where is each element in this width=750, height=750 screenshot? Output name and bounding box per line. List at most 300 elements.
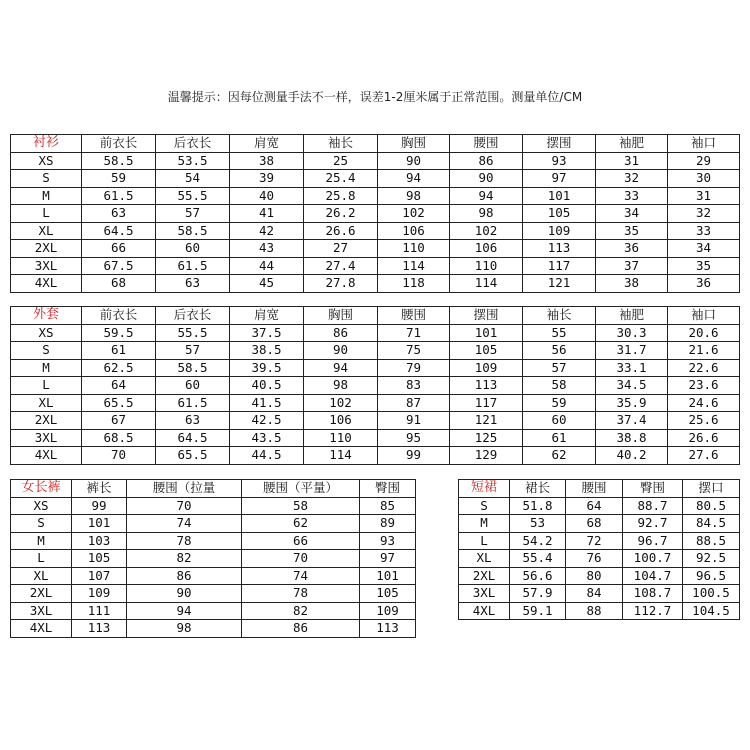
column-header: 腰围（拉量 bbox=[127, 480, 242, 498]
table-row bbox=[459, 497, 740, 515]
table-cell: 88.5 bbox=[683, 532, 740, 550]
table-cell: 57 bbox=[156, 342, 230, 360]
table-row bbox=[11, 412, 740, 430]
column-header: 臀围 bbox=[360, 480, 416, 498]
table-cell: 61.5 bbox=[82, 187, 156, 205]
table-cell: 41 bbox=[230, 205, 304, 223]
table-row bbox=[11, 447, 740, 465]
table-cell: 27.4 bbox=[304, 257, 378, 275]
table-cell: 68 bbox=[566, 515, 623, 533]
table-cell: 113 bbox=[523, 240, 596, 258]
table-cell: 111 bbox=[72, 602, 127, 620]
table-cell: 114 bbox=[450, 275, 523, 293]
table-cell: 96.5 bbox=[683, 567, 740, 585]
table-cell: 32 bbox=[596, 170, 668, 188]
table-cell: 26.2 bbox=[304, 205, 378, 223]
table-cell: 110 bbox=[304, 429, 378, 447]
table-cell: 90 bbox=[378, 152, 450, 170]
table-row bbox=[11, 257, 740, 275]
table-cell: 90 bbox=[304, 342, 378, 360]
table-row bbox=[459, 567, 740, 585]
table-cell: 61 bbox=[523, 429, 596, 447]
size-label: XL bbox=[11, 394, 82, 412]
table-cell: 55 bbox=[523, 324, 596, 342]
table-cell: 27.6 bbox=[668, 447, 740, 465]
table-cell: 42 bbox=[230, 222, 304, 240]
table-cell: 58.5 bbox=[156, 359, 230, 377]
table-row bbox=[11, 240, 740, 258]
table-cell: 91 bbox=[378, 412, 450, 430]
size-label: 4XL bbox=[11, 620, 72, 638]
table-row bbox=[11, 429, 740, 447]
table-cell: 84 bbox=[566, 585, 623, 603]
size-label: 3XL bbox=[11, 429, 82, 447]
table-cell: 58 bbox=[242, 497, 360, 515]
column-header: 胸围 bbox=[378, 135, 450, 153]
table-row bbox=[11, 152, 740, 170]
table-cell: 94 bbox=[304, 359, 378, 377]
table-cell: 56.6 bbox=[510, 567, 566, 585]
table-cell: 59.5 bbox=[82, 324, 156, 342]
size-label: M bbox=[11, 359, 82, 377]
size-label: XS bbox=[11, 497, 72, 515]
table-cell: 75 bbox=[378, 342, 450, 360]
table-cell: 45 bbox=[230, 275, 304, 293]
table-cell: 110 bbox=[450, 257, 523, 275]
table-cell: 54 bbox=[156, 170, 230, 188]
table-cell: 114 bbox=[304, 447, 378, 465]
table-cell: 82 bbox=[127, 550, 242, 568]
table-cell: 86 bbox=[450, 152, 523, 170]
table-cell: 84.5 bbox=[683, 515, 740, 533]
table-cell: 85 bbox=[360, 497, 416, 515]
table-cell: 101 bbox=[523, 187, 596, 205]
column-header: 腰围 bbox=[450, 135, 523, 153]
table-row bbox=[11, 359, 740, 377]
table-cell: 30.3 bbox=[596, 324, 668, 342]
size-label: M bbox=[11, 187, 82, 205]
column-header: 肩宽 bbox=[230, 135, 304, 153]
table-cell: 70 bbox=[82, 447, 156, 465]
table-cell: 117 bbox=[523, 257, 596, 275]
table-cell: 98 bbox=[127, 620, 242, 638]
table-cell: 21.6 bbox=[668, 342, 740, 360]
table-cell: 112.7 bbox=[623, 602, 683, 620]
shirt-size-table bbox=[10, 134, 740, 293]
measurement-note: 温馨提示：因每位测量手法不一样，误差1-2厘米属于正常范围。测量单位/CM bbox=[167, 90, 583, 104]
table-cell: 31 bbox=[668, 187, 740, 205]
table-cell: 25.8 bbox=[304, 187, 378, 205]
table-cell: 25.4 bbox=[304, 170, 378, 188]
table-cell: 63 bbox=[82, 205, 156, 223]
table-cell: 113 bbox=[450, 377, 523, 395]
table-cell: 80.5 bbox=[683, 497, 740, 515]
table-cell: 88.7 bbox=[623, 497, 683, 515]
table-cell: 64 bbox=[82, 377, 156, 395]
table-cell: 38 bbox=[596, 275, 668, 293]
table-cell: 36 bbox=[668, 275, 740, 293]
column-header: 腰围 bbox=[378, 307, 450, 325]
table-row bbox=[11, 394, 740, 412]
table-cell: 40.5 bbox=[230, 377, 304, 395]
table-cell: 34 bbox=[596, 205, 668, 223]
table-cell: 44.5 bbox=[230, 447, 304, 465]
table-cell: 113 bbox=[360, 620, 416, 638]
pants-header-row bbox=[11, 480, 416, 498]
table-cell: 37 bbox=[596, 257, 668, 275]
table-cell: 94 bbox=[127, 602, 242, 620]
table-row bbox=[11, 602, 416, 620]
table-cell: 36 bbox=[596, 240, 668, 258]
table-row bbox=[11, 567, 416, 585]
table-cell: 82 bbox=[242, 602, 360, 620]
table-cell: 54.2 bbox=[510, 532, 566, 550]
column-header: 摆围 bbox=[523, 135, 596, 153]
table-cell: 27 bbox=[304, 240, 378, 258]
table-cell: 97 bbox=[523, 170, 596, 188]
table-cell: 57.9 bbox=[510, 585, 566, 603]
table-cell: 105 bbox=[450, 342, 523, 360]
size-label: XL bbox=[11, 222, 82, 240]
table-cell: 89 bbox=[360, 515, 416, 533]
table-cell: 33 bbox=[668, 222, 740, 240]
table-cell: 121 bbox=[450, 412, 523, 430]
table-cell: 64.5 bbox=[82, 222, 156, 240]
table-cell: 72 bbox=[566, 532, 623, 550]
pants-size-table bbox=[10, 479, 416, 638]
table-cell: 100.7 bbox=[623, 550, 683, 568]
table-row bbox=[11, 187, 740, 205]
table-cell: 110 bbox=[378, 240, 450, 258]
table-cell: 58.5 bbox=[82, 152, 156, 170]
column-header: 袖长 bbox=[304, 135, 378, 153]
table-cell: 93 bbox=[360, 532, 416, 550]
table-cell: 42.5 bbox=[230, 412, 304, 430]
table-cell: 94 bbox=[378, 170, 450, 188]
table-cell: 101 bbox=[72, 515, 127, 533]
size-label: L bbox=[459, 532, 510, 550]
table-cell: 35 bbox=[668, 257, 740, 275]
table-row bbox=[11, 515, 416, 533]
table-cell: 61.5 bbox=[156, 394, 230, 412]
column-header: 袖口 bbox=[668, 135, 740, 153]
jacket-table-title: 外套 bbox=[11, 307, 82, 325]
column-header: 前衣长 bbox=[82, 307, 156, 325]
size-label: 4XL bbox=[459, 602, 510, 620]
table-cell: 105 bbox=[523, 205, 596, 223]
table-cell: 41.5 bbox=[230, 394, 304, 412]
table-cell: 63 bbox=[156, 275, 230, 293]
table-cell: 102 bbox=[450, 222, 523, 240]
size-label: 2XL bbox=[11, 240, 82, 258]
size-label: 2XL bbox=[459, 567, 510, 585]
column-header: 前衣长 bbox=[82, 135, 156, 153]
table-cell: 109 bbox=[360, 602, 416, 620]
table-cell: 23.6 bbox=[668, 377, 740, 395]
table-cell: 38 bbox=[230, 152, 304, 170]
size-label: L bbox=[11, 205, 82, 223]
size-label: 2XL bbox=[11, 585, 72, 603]
table-cell: 71 bbox=[378, 324, 450, 342]
table-cell: 33 bbox=[596, 187, 668, 205]
table-cell: 74 bbox=[127, 515, 242, 533]
table-row bbox=[11, 205, 740, 223]
table-cell: 32 bbox=[668, 205, 740, 223]
table-cell: 107 bbox=[72, 567, 127, 585]
skirt-table-title: 短裙 bbox=[459, 480, 510, 498]
size-label: 3XL bbox=[11, 257, 82, 275]
table-cell: 60 bbox=[156, 377, 230, 395]
table-cell: 129 bbox=[450, 447, 523, 465]
table-cell: 26.6 bbox=[668, 429, 740, 447]
table-cell: 20.6 bbox=[668, 324, 740, 342]
table-cell: 39.5 bbox=[230, 359, 304, 377]
table-cell: 108.7 bbox=[623, 585, 683, 603]
table-cell: 61.5 bbox=[156, 257, 230, 275]
table-cell: 40 bbox=[230, 187, 304, 205]
size-label: L bbox=[11, 550, 72, 568]
table-cell: 53 bbox=[510, 515, 566, 533]
table-cell: 59 bbox=[523, 394, 596, 412]
table-cell: 67 bbox=[82, 412, 156, 430]
table-cell: 43 bbox=[230, 240, 304, 258]
skirt-header-row bbox=[459, 480, 740, 498]
size-label: XL bbox=[11, 567, 72, 585]
table-cell: 38.8 bbox=[596, 429, 668, 447]
table-cell: 79 bbox=[378, 359, 450, 377]
table-cell: 99 bbox=[72, 497, 127, 515]
table-row bbox=[459, 532, 740, 550]
size-label: 4XL bbox=[11, 447, 82, 465]
table-row bbox=[11, 585, 416, 603]
table-row bbox=[11, 497, 416, 515]
table-cell: 68 bbox=[82, 275, 156, 293]
table-cell: 65.5 bbox=[82, 394, 156, 412]
table-cell: 29 bbox=[668, 152, 740, 170]
size-label: S bbox=[11, 515, 72, 533]
table-cell: 67.5 bbox=[82, 257, 156, 275]
table-cell: 44 bbox=[230, 257, 304, 275]
table-cell: 98 bbox=[450, 205, 523, 223]
table-cell: 94 bbox=[450, 187, 523, 205]
table-cell: 100.5 bbox=[683, 585, 740, 603]
table-cell: 70 bbox=[242, 550, 360, 568]
column-header: 腰围（平量） bbox=[242, 480, 360, 498]
table-cell: 34 bbox=[668, 240, 740, 258]
table-cell: 68.5 bbox=[82, 429, 156, 447]
table-cell: 60 bbox=[156, 240, 230, 258]
size-label: XS bbox=[11, 324, 82, 342]
table-row bbox=[11, 620, 416, 638]
table-cell: 58 bbox=[523, 377, 596, 395]
table-cell: 93 bbox=[523, 152, 596, 170]
column-header: 袖长 bbox=[523, 307, 596, 325]
table-cell: 33.1 bbox=[596, 359, 668, 377]
size-label: M bbox=[459, 515, 510, 533]
shirt-table-title: 衬衫 bbox=[11, 135, 82, 153]
table-cell: 53.5 bbox=[156, 152, 230, 170]
size-label: XL bbox=[459, 550, 510, 568]
table-cell: 65.5 bbox=[156, 447, 230, 465]
table-cell: 51.8 bbox=[510, 497, 566, 515]
table-cell: 96.7 bbox=[623, 532, 683, 550]
table-cell: 57 bbox=[523, 359, 596, 377]
table-cell: 106 bbox=[450, 240, 523, 258]
column-header: 臀围 bbox=[623, 480, 683, 498]
table-cell: 66 bbox=[242, 532, 360, 550]
table-cell: 109 bbox=[523, 222, 596, 240]
table-cell: 103 bbox=[72, 532, 127, 550]
table-cell: 63 bbox=[156, 412, 230, 430]
table-cell: 95 bbox=[378, 429, 450, 447]
size-label: 3XL bbox=[11, 602, 72, 620]
table-cell: 74 bbox=[242, 567, 360, 585]
table-cell: 59.1 bbox=[510, 602, 566, 620]
size-label: S bbox=[11, 342, 82, 360]
table-cell: 87 bbox=[378, 394, 450, 412]
column-header: 袖口 bbox=[668, 307, 740, 325]
table-cell: 78 bbox=[127, 532, 242, 550]
table-cell: 30 bbox=[668, 170, 740, 188]
table-row bbox=[11, 377, 740, 395]
table-row bbox=[459, 585, 740, 603]
column-header: 摆口 bbox=[683, 480, 740, 498]
table-cell: 98 bbox=[378, 187, 450, 205]
table-cell: 25.6 bbox=[668, 412, 740, 430]
table-cell: 104.5 bbox=[683, 602, 740, 620]
size-label: 3XL bbox=[459, 585, 510, 603]
table-row bbox=[459, 550, 740, 568]
table-cell: 59 bbox=[82, 170, 156, 188]
table-cell: 86 bbox=[242, 620, 360, 638]
shirt-header-row bbox=[11, 135, 740, 153]
table-cell: 83 bbox=[378, 377, 450, 395]
table-cell: 35.9 bbox=[596, 394, 668, 412]
table-cell: 86 bbox=[127, 567, 242, 585]
table-cell: 109 bbox=[72, 585, 127, 603]
table-cell: 60 bbox=[523, 412, 596, 430]
jacket-size-table bbox=[10, 306, 740, 465]
table-cell: 70 bbox=[127, 497, 242, 515]
table-cell: 109 bbox=[450, 359, 523, 377]
column-header: 后衣长 bbox=[156, 307, 230, 325]
table-cell: 98 bbox=[304, 377, 378, 395]
pants-table-title: 女长裤 bbox=[11, 480, 72, 498]
table-cell: 88 bbox=[566, 602, 623, 620]
column-header: 腰围 bbox=[566, 480, 623, 498]
table-cell: 105 bbox=[360, 585, 416, 603]
table-cell: 105 bbox=[72, 550, 127, 568]
table-row bbox=[11, 170, 740, 188]
table-cell: 104.7 bbox=[623, 567, 683, 585]
size-label: S bbox=[11, 170, 82, 188]
table-cell: 114 bbox=[378, 257, 450, 275]
table-cell: 43.5 bbox=[230, 429, 304, 447]
table-cell: 37.4 bbox=[596, 412, 668, 430]
table-cell: 64 bbox=[566, 497, 623, 515]
table-row bbox=[11, 222, 740, 240]
table-cell: 61 bbox=[82, 342, 156, 360]
table-cell: 92.7 bbox=[623, 515, 683, 533]
column-header: 肩宽 bbox=[230, 307, 304, 325]
table-cell: 62 bbox=[523, 447, 596, 465]
table-cell: 64.5 bbox=[156, 429, 230, 447]
table-cell: 101 bbox=[450, 324, 523, 342]
column-header: 胸围 bbox=[304, 307, 378, 325]
table-cell: 62 bbox=[242, 515, 360, 533]
table-cell: 99 bbox=[378, 447, 450, 465]
table-cell: 31.7 bbox=[596, 342, 668, 360]
table-cell: 118 bbox=[378, 275, 450, 293]
table-cell: 31 bbox=[596, 152, 668, 170]
table-cell: 24.6 bbox=[668, 394, 740, 412]
jacket-header-row bbox=[11, 307, 740, 325]
column-header: 裙长 bbox=[510, 480, 566, 498]
table-cell: 92.5 bbox=[683, 550, 740, 568]
table-cell: 56 bbox=[523, 342, 596, 360]
table-cell: 121 bbox=[523, 275, 596, 293]
skirt-size-table bbox=[458, 479, 740, 620]
table-cell: 62.5 bbox=[82, 359, 156, 377]
table-cell: 38.5 bbox=[230, 342, 304, 360]
table-cell: 90 bbox=[127, 585, 242, 603]
table-cell: 57 bbox=[156, 205, 230, 223]
table-cell: 106 bbox=[304, 412, 378, 430]
size-label: S bbox=[459, 497, 510, 515]
table-cell: 40.2 bbox=[596, 447, 668, 465]
table-cell: 113 bbox=[72, 620, 127, 638]
table-cell: 106 bbox=[378, 222, 450, 240]
table-cell: 76 bbox=[566, 550, 623, 568]
table-cell: 102 bbox=[304, 394, 378, 412]
table-row bbox=[11, 342, 740, 360]
table-cell: 26.6 bbox=[304, 222, 378, 240]
table-cell: 90 bbox=[450, 170, 523, 188]
table-cell: 39 bbox=[230, 170, 304, 188]
table-cell: 66 bbox=[82, 240, 156, 258]
table-cell: 117 bbox=[450, 394, 523, 412]
column-header: 袖肥 bbox=[596, 307, 668, 325]
table-cell: 37.5 bbox=[230, 324, 304, 342]
table-row bbox=[11, 275, 740, 293]
table-row bbox=[11, 532, 416, 550]
column-header: 裤长 bbox=[72, 480, 127, 498]
table-cell: 34.5 bbox=[596, 377, 668, 395]
table-cell: 97 bbox=[360, 550, 416, 568]
table-cell: 55.4 bbox=[510, 550, 566, 568]
size-label: M bbox=[11, 532, 72, 550]
table-cell: 125 bbox=[450, 429, 523, 447]
size-label: 4XL bbox=[11, 275, 82, 293]
table-row bbox=[459, 515, 740, 533]
table-cell: 55.5 bbox=[156, 324, 230, 342]
table-cell: 78 bbox=[242, 585, 360, 603]
table-cell: 58.5 bbox=[156, 222, 230, 240]
table-cell: 27.8 bbox=[304, 275, 378, 293]
column-header: 袖肥 bbox=[596, 135, 668, 153]
table-row bbox=[11, 550, 416, 568]
table-cell: 35 bbox=[596, 222, 668, 240]
size-label: L bbox=[11, 377, 82, 395]
table-cell: 25 bbox=[304, 152, 378, 170]
table-cell: 101 bbox=[360, 567, 416, 585]
table-cell: 22.6 bbox=[668, 359, 740, 377]
table-cell: 55.5 bbox=[156, 187, 230, 205]
table-cell: 80 bbox=[566, 567, 623, 585]
table-cell: 86 bbox=[304, 324, 378, 342]
column-header: 摆围 bbox=[450, 307, 523, 325]
table-row bbox=[459, 602, 740, 620]
